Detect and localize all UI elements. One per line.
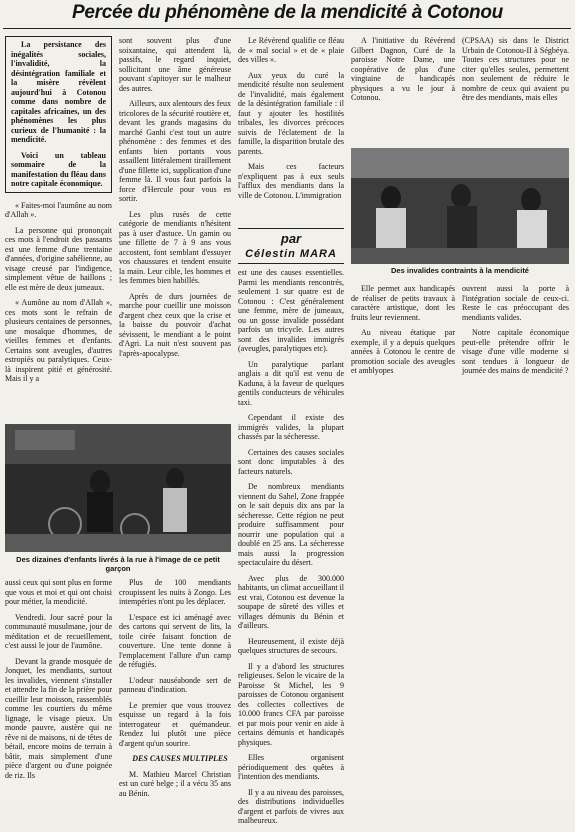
paragraph: est une des causes essentielles. Parmi les mendiants rencontrés, seulement 1 sur quatre est de Cotonou : C'est généralement une femme, mère de jumeaux, ou un gosse invalide possédant parfois un tricycle. Les autres sont des invalides immigrés (aveugles, paralytiques etc).: [238, 268, 344, 353]
paragraph: Aux yeux du curé la mendicité résulte non seulement de l'invalidité, mais également de la désintégration familiale : il faut y ajouter les hostilités tribales, les divorces précoces suivis de l'éclatement de la famille, la disparition brutale des parents.: [238, 70, 344, 156]
paragraph: Avec plus de 300.000 habitants, un climat accueillant il est vrai, Cotonou est devenue la soupape de sûreté des villes et villages démunis du Bénin et d'ailleurs.: [238, 573, 344, 630]
column-3-top: [238, 36, 344, 206]
photo-caption-1: Des dizaines d'enfants livrés à la rue à l'image de ce petit garçon: [16, 555, 220, 573]
paragraph: aussi ceux qui sont plus en forme que vous et moi et qui ont choisi pour métier, la mendicité.: [5, 578, 112, 606]
photo-street-children: [5, 424, 231, 552]
paragraph: Certaines des causes sociales sont donc imputables à des facteurs naturels.: [238, 447, 344, 476]
intro-paragraph: La persistance des inégalités sociales, l'invalidité, la désintégration familiale et la misère révèlent aujourd'hui à Cotonou comme dans nombre de capitales africaines, un des phénomènes les plus curieux de l'humanité : la mendicité.: [11, 40, 106, 144]
article-title: Percée du phénomène de la mendicité à Cotonou: [72, 2, 503, 23]
column-1-bottom: [5, 578, 112, 786]
paragraph: Elle permet aux handicapés de réaliser de petits travaux à caractère artistique, dont les fruits leur reviennent.: [351, 284, 455, 322]
paragraph: L'odeur nauséabonde sert de panneau d'indication.: [119, 675, 231, 694]
column-3-bottom: [238, 268, 344, 832]
paragraph: « Aumône au nom d'Allah », ces mots sont le refrain de plusieurs centaines de personnes, une mosaïque d'hommes, de vieilles femmes et d'enfants. Certains sont aveugles, d'autres estropiés ou paralytiques. Ceux-là inspirent pitié et générosité. Mais il y a: [5, 298, 112, 383]
paragraph: Il y a au niveau des paroisses, des distributions individuelles d'argent et parfois de vivres aux malheureux.: [238, 787, 344, 825]
paragraph: Mais ces facteurs n'expliquent pas à eux seuls l'afflux des mendiants dans la ville de Cotonou. L'immigration: [238, 162, 344, 200]
photo-disabled-beggars-image: [351, 148, 569, 264]
paragraph: sont souvent plus d'une soixantaine, qui attendent là, passifs, le regard inquiet, sollicitant une âme généreuse pouvant s'apitoyer sur le malheur des autres.: [119, 36, 231, 93]
column-5-bottom: [462, 284, 569, 382]
paragraph: M. Mathieu Marcel Christian est un curé belge ; il a vécu 35 ans au Bénin.: [119, 769, 231, 798]
paragraph: Heureusement, il existe déjà quelques structures de secours.: [238, 636, 344, 655]
paragraph: Il y a d'abord les structures religieuses. Selon le vicaire de la Paroisse St Michel, les 9 paroisses de Cotonou organisent des collectes collectives de 10.000 francs CFA par paroisse et par mois pour venir en aide à certains démunis et handicapés physiques.: [238, 661, 344, 747]
paragraph: (CPSAA) sis dans le District Urbain de Cotonou-II à Ségbéya. Toutes ces structures pour ne citer qu'elles seules, permettent non seulement de réduire le nombre de ceux qui avaient pu être des mendiants, mais elles: [462, 36, 569, 102]
photo-caption-2: Des invalides contraints à la mendicité: [391, 266, 529, 275]
paragraph: Au niveau étatique par exemple, il y a depuis quelques années à Cotonou le centre de promotion sociale des aveugles et amblyopes: [351, 328, 455, 375]
column-2-top: [119, 36, 231, 364]
paragraph: Le premier que vous trouvez esquisse un regard à la fois interrogateur et quémandeur. Rendez lui plutôt une pièce d'argent qu'un sourire.: [119, 700, 231, 748]
title-rule: [3, 28, 571, 29]
paragraph: Le Révérend qualifie ce fléau de « mal social » et de « plaie des villes ».: [238, 36, 344, 64]
paragraph: Notre capitale économique peut-elle prétendre offrir le visage d'une ville moderne si sont tendues à longueur de journée des mains de mendicité ?: [462, 328, 569, 375]
paragraph: Vendredi. Jour sacré pour la communauté musulmane, jour de méditation et de recueillement, c'est aussi le jour de l'aumône.: [5, 612, 112, 650]
byline-author: Célestin MARA: [245, 248, 337, 260]
column-4-top: [351, 36, 455, 109]
intro-box: [5, 36, 112, 193]
paragraph: Les plus rusés de cette catégorie de mendiants n'hésitent pas à user d'astuce. Un gamin ou une fillette de 7 à 9 ans vous accostent, font semblant d'essuyer vos chaussures et tendent ensuite la main. Leur cible, les hommes et les femmes bien habillés.: [119, 209, 231, 285]
column-2-bottom: [119, 578, 231, 804]
column-1-top: [5, 36, 112, 390]
paragraph: Un paralytique parlant anglais a dit qu'il est venu de Kaduna, à la faveur de quelques gentils conducteurs de véhicules taxi.: [238, 359, 344, 407]
paragraph: ouvrent aussi la porte à l'intégration sociale de ceux-ci. Reste le cas préoccupant des mendiants valides.: [462, 284, 569, 322]
byline: [238, 228, 344, 264]
photo-street-children-image: [5, 424, 231, 552]
paragraph: Plus de 100 mendiants croupissent les nuits à Zongo. Les intempéries n'ont pu les déplacer.: [119, 578, 231, 606]
column-4-bottom: [351, 284, 455, 382]
paragraph: La personne qui prononçait ces mots à l'endroit des passants est une femme d'une trentaine d'années, d'origine sahélienne, au visage creusé par l'indigence, simplement vêtue de haillons ; elle est mère de deux jumeaux.: [5, 225, 112, 292]
paragraph: L'espace est ici aménagé avec des cartons qui servent de lits, la toile cirée faisant fonction de couverture. Une tente donne à l'emplacement l'allure d'un camp de réfugiés.: [119, 612, 231, 669]
byline-par: par: [280, 231, 302, 246]
column-5-top: [462, 36, 569, 109]
paragraph: De nombreux mendiants viennent du Sahel, Zone frappée on le sait depuis dix ans par la sécheresse. Cette région ne peut produire suffisamment pour nourrir une population qui a doublé en 25 ans. La sécheresse mais aussi la progression spectaculaire du désert.: [238, 482, 344, 567]
paragraph: Cependant il existe des immigrés valides, la plupart chassés par la sécheresse.: [238, 413, 344, 441]
intro-paragraph: Voici un tableau sommaire de la manifestation du fléau dans notre capitale économique.: [11, 150, 106, 188]
paragraph: Devant la grande mosquée de Jonquet, les mendiants, surtout les invalides, viennent s'installer et attendre la fin de la prière pour cueillir leur moisson, rassemblés comme les courtiers du même lignage, le visage pieux. Un monde pauvre, austère qui ne rêve ni de maisons, ni de têtes de bétail, encore moins de terrain à bâtir, mais simplement d'une pièce d'argent ou d'une poignée de riz. Ils: [5, 656, 112, 780]
paragraph: Ailleurs, aux alentours des feux tricolores de la sécurité routière et, devant les grands magasins du marché Ganhi c'est tout un autre phénomène : des femmes et des enfants bien portants vous assaillent littéralement tiraillement d'une fillette ici, supplication d'une femme là. Il vous faut parfois la force d'Hercule pour vous en sortir.: [119, 99, 231, 203]
paragraph: A l'initiative du Révérend Gilbert Dagnon, Curé de la paroisse Notre Dame, une coopérative de plus d'une vingtaine de handicapés physiques a vu le jour à Cotonou.: [351, 36, 455, 102]
paragraph: Elles organisent périodiquement des quêtes à l'intention des mendiants.: [238, 753, 344, 781]
paragraph: « Faites-moi l'aumône au nom d'Allah ».: [5, 200, 112, 219]
subheading: DES CAUSES MULTIPLES: [132, 754, 228, 763]
photo-disabled-beggars: [351, 148, 569, 264]
paragraph: Après de durs journées de marche pour cueillir une moisson d'argent chez ceux que la crise et la baisse du pouvoir d'achat sévissent, le mendiant a le point d'Agri. La nuit n'est souvent pas l'après-apocalypse.: [119, 291, 231, 358]
